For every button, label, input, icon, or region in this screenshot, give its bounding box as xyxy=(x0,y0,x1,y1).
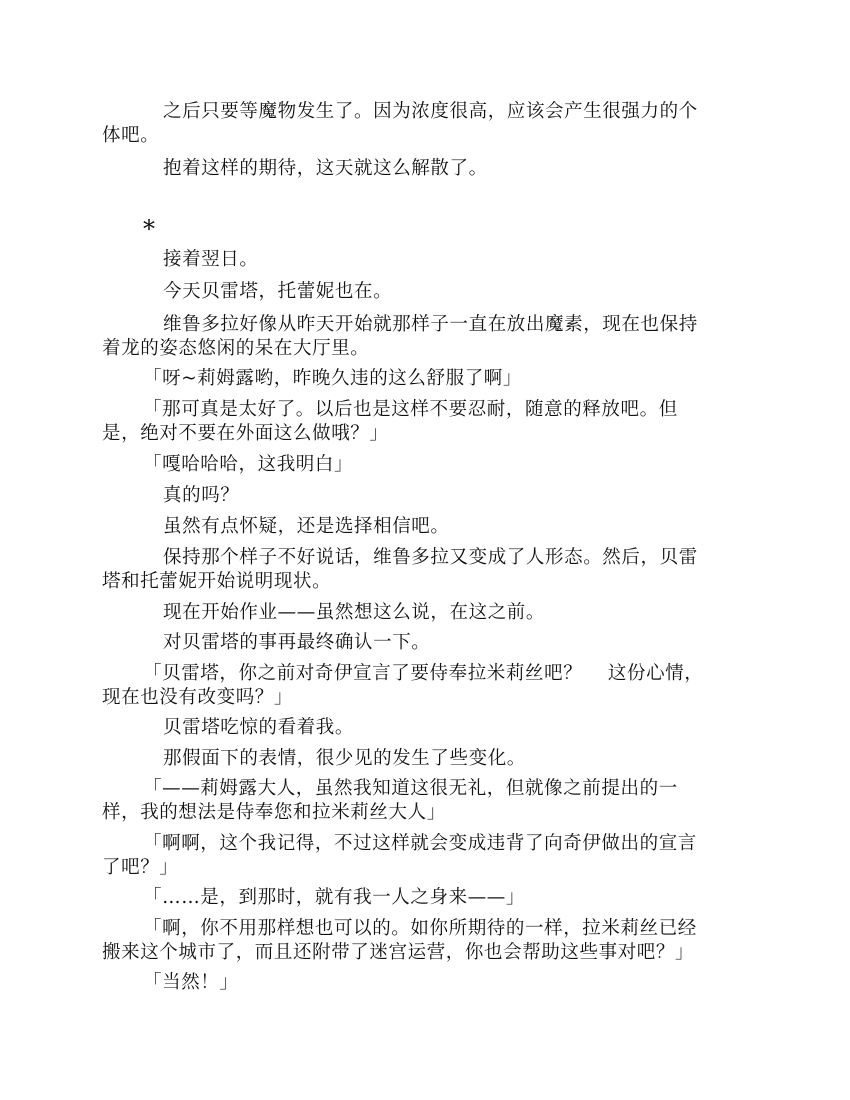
text-line: 今天贝雷塔，托蕾妮也在。 xyxy=(163,281,393,302)
text-line: 抱着这样的期待，这天就这么解散了。 xyxy=(163,158,488,179)
text-line: 贝雷塔吃惊的看着我。 xyxy=(163,717,355,738)
text-line: 维鲁多拉好像从昨天开始就那样子一直在放出魔素，现在也保持 xyxy=(163,314,698,335)
text-line: 样，我的想法是侍奉您和拉米莉丝大人」 xyxy=(102,802,446,823)
text-line: 现在开始作业——虽然想这么说，在这之前。 xyxy=(163,602,546,623)
text-line: 那假面下的表情，很少见的发生了些变化。 xyxy=(163,748,526,769)
text-line: 真的吗？ xyxy=(163,485,240,506)
section-separator: * xyxy=(143,215,155,243)
text-line: 「呀~莉姆露哟，昨晚久违的这么舒服了啊」 xyxy=(143,368,523,389)
text-line: 现在也没有改变吗？」 xyxy=(102,687,294,708)
text-line: 「……是，到那时，就有我一人之身来——」 xyxy=(143,887,526,908)
text-line: 「啊啊，这个我记得，不过这样就会变成违背了向奇伊做出的宣言 xyxy=(143,833,697,854)
text-line: 「——莉姆露大人，虽然我知道这很无礼，但就像之前提出的一 xyxy=(143,778,678,799)
text-line: 「当然！」 xyxy=(143,972,239,993)
text-line: 「啊，你不用那样想也可以的。如你所期待的一样，拉米莉丝已经 xyxy=(143,918,697,939)
text-line: 对贝雷塔的事再最终确认一下。 xyxy=(163,632,431,653)
text-line: 「贝雷塔，你之前对奇伊宣言了要侍奉拉米莉丝吧？ 这份心情， xyxy=(143,663,704,684)
text-line: 接着翌日。 xyxy=(163,249,259,270)
text-line: 「那可真是太好了。以后也是这样不要忍耐，随意的释放吧。但 xyxy=(143,399,678,420)
text-line: 是，绝对不要在外面这么做哦？」 xyxy=(102,423,389,444)
text-line: 体吧。 xyxy=(102,125,160,146)
text-line: 塔和托蕾妮开始说明现状。 xyxy=(102,571,332,592)
text-line: 虽然有点怀疑，还是选择相信吧。 xyxy=(163,516,450,537)
text-line: 保持那个样子不好说话，维鲁多拉又变成了人形态。然后，贝雷 xyxy=(163,547,698,568)
text-line: 了吧？」 xyxy=(102,857,179,878)
text-line: 「嘎哈哈哈，这我明白」 xyxy=(143,454,354,475)
text-line: 之后只要等魔物发生了。因为浓度很高，应该会产生很强力的个 xyxy=(163,101,698,122)
text-line: 搬来这个城市了，而且还附带了迷宫运营，你也会帮助这些事对吧？」 xyxy=(102,942,695,963)
text-line: 着龙的姿态悠闲的呆在大厅里。 xyxy=(102,338,370,359)
